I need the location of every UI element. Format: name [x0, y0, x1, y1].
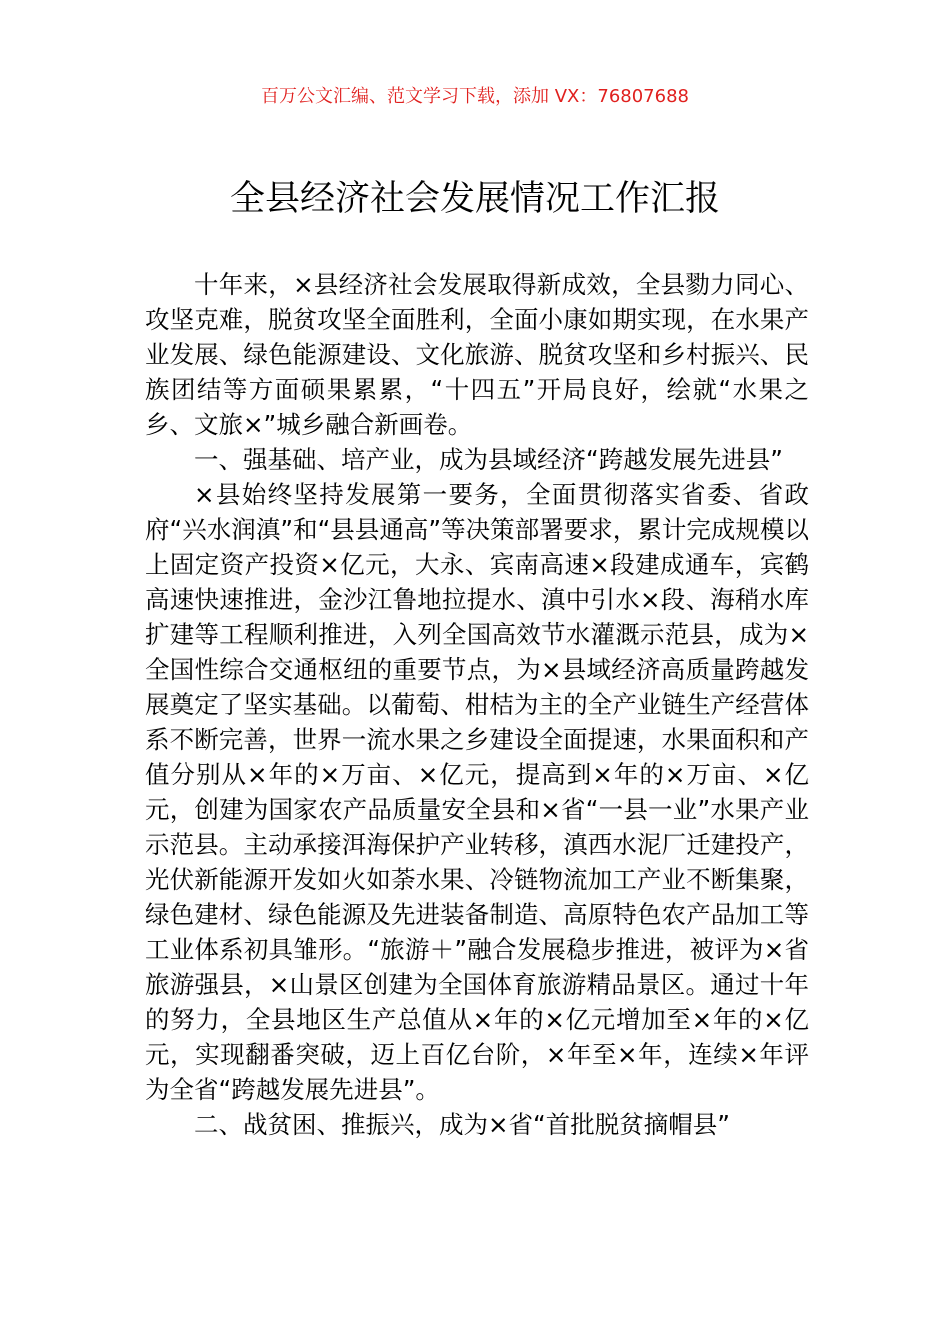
document-body — [145, 267, 809, 1142]
section-heading-1: 一、强基础、培产业，成为县域经济“跨越发展先进县” — [194, 445, 783, 474]
paragraph-intro: 十年来，×县经济社会发展取得新成效，全县勠力同心、攻坚克难，脱贫攻坚全面胜利，全面小康如期实现，在水果产业发展、绿色能源建设、文化旅游、脱贫攻坚和乡村振兴、民族团结等方面硕果累累，“十四五”开局良好，绘就“水果之乡、文旅×”城乡融合新画卷。 — [145, 270, 809, 439]
promo-banner: 百万公文汇编、范文学习下载，添加 VX：76807688 — [261, 86, 689, 107]
paragraph-section-1: ×县始终坚持发展第一要务，全面贯彻落实省委、省政府“兴水润滇”和“县县通高”等决策部署要求，累计完成规模以上固定资产投资×亿元，大永、宾南高速×段建成通车，宾鹤高速快速推进，金沙江鲁地拉提水、滇中引水×段、海稍水库扩建等工程顺利推进，入列全国高效节水灌溉示范县，成为×全国性综合交通枢纽的重要节点，为×县域经济高质量跨越发展奠定了坚实基础。以葡萄、柑桔为主的全产业链生产经营体系不断完善，世界一流水果之乡建设全面提速，水果面积和产值分别从×年的×万亩、×亿元，提高到×年的×万亩、×亿元，创建为国家农产品质量安全县和×省“一县一业”水果产业示范县。主动承接洱海保护产业转移，滇西水泥厂迁建投产，光伏新能源开发如火如荼水果、冷链物流加工产业不断集聚，绿色建材、绿色能源及先进装备制造、高原特色农产品加工等工业体系初具雏形。“旅游＋”融合发展稳步推进，被评为×省旅游强县，×山景区创建为全国体育旅游精品景区。通过十年的努力，全县地区生产总值从×年的×亿元增加至×年的×亿元，实现翻番突破，迈上百亿台阶，×年至×年，连续×年评为全省“跨越发展先进县”。 — [145, 480, 809, 1104]
section-heading-2: 二、战贫困、推振兴，成为×省“首批脱贫摘帽县” — [194, 1110, 730, 1139]
document-title: 全县经济社会发展情况工作汇报 — [229, 179, 720, 219]
